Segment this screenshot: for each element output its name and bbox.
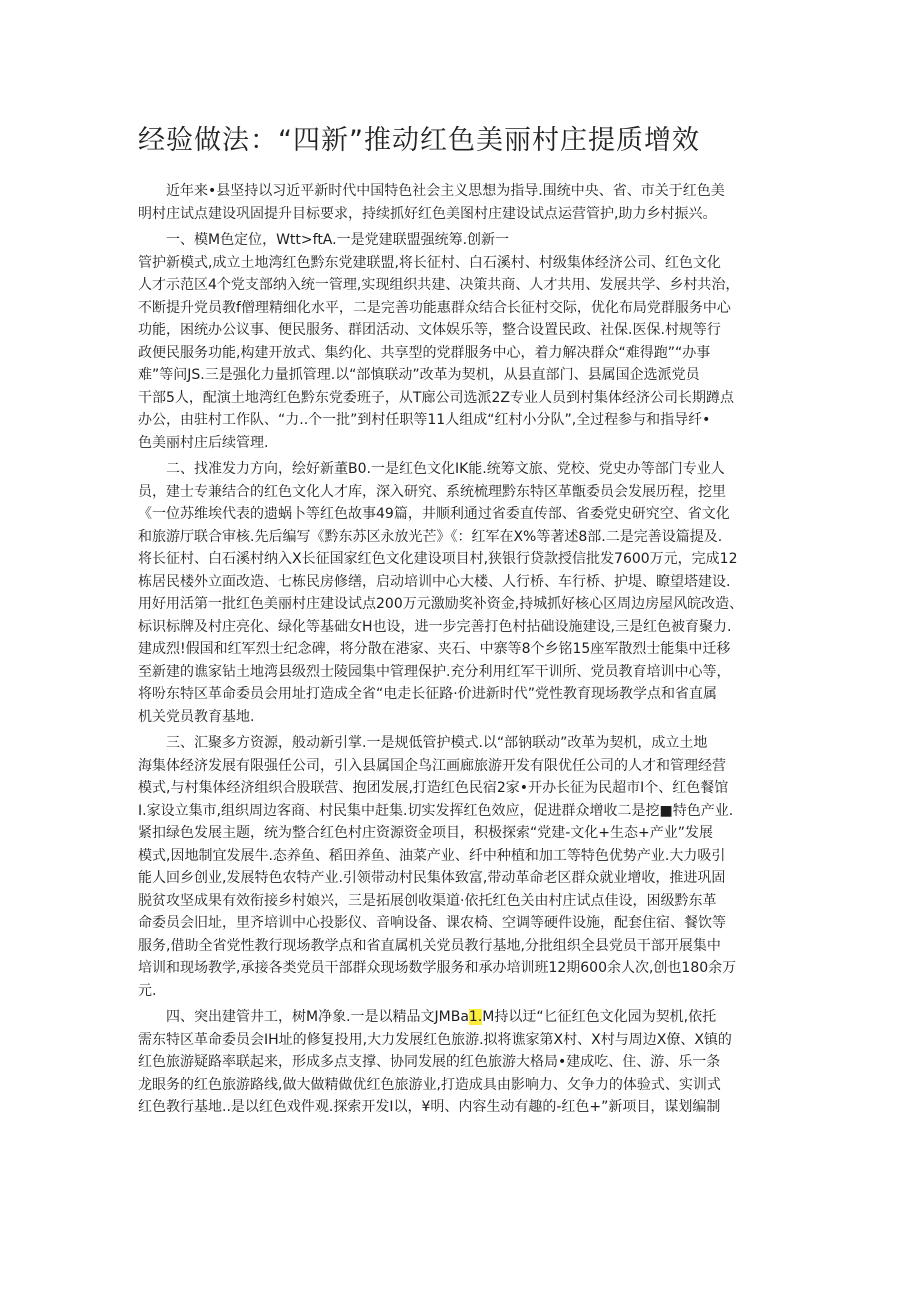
paragraph-line: 政便民服务功能,构建开放式、集约化、共享型的党群服务中心，着力解决群众“难得跑”“办事 — [138, 344, 711, 361]
paragraph-line: 二、找准发力方向，绘好新董B0.一是红色文化IK能.统筹文旅、党校、党史办等部门专业人 — [166, 461, 725, 477]
paragraph-line: 难”等问JS.三是强化力量抓管理.以“部慎联动”改革为契机，从县直部门、县属国企选派党员 — [138, 367, 700, 383]
paragraph-line: 脱贫攻坚成果有效衔接乡村娘兴，三是拓展创收渠道·依托红色关由村庄试点佳设，困级黔东革 — [138, 892, 717, 909]
paragraph-line: 机关党员教育基地. — [138, 708, 255, 725]
paragraph — [138, 1006, 798, 1119]
paragraph-line: 紧扣绿色发展主题，统为整合红色村庄资源资金项目，积极探索“党建-文化+生态+产业”发展 — [138, 825, 714, 841]
highlight-mark: 1. — [468, 1009, 483, 1025]
paragraph-line: 用好用活第一批红色美丽村庄建设试点200万元激励奖补资金,持城抓好核心区周边房屋风皖改造、 — [138, 596, 744, 612]
paragraph-line: 干部5人，配演土地湾红色黔东党委班子，从T廊公司选派2Z专业人员到村集体经济公司长期蹲点 — [138, 389, 734, 406]
paragraph-line: 海集体经济发展有限强任公司，引入县属国企鸟江画廊旅游开发有限优任公司的人才和管理经营 — [138, 757, 726, 774]
paragraph-line: I.家设立集市,组织周边客商、村民集中赶集.切实发挥红色效应，促进群众增收二是挖■特色产业. — [138, 802, 734, 819]
paragraph-line: 管护新模式,成立土地湾红色黔东党建联盟,将长征村、白石溪村、村级集体经济公司、红色文化 — [138, 254, 721, 271]
paragraph-line: 将吩东特区革命委员会用址打造成全省“电走长征路·价进新时代”党性教育现场教学点和省直属 — [138, 686, 717, 702]
paragraph — [138, 180, 798, 225]
paragraph-line: 和旅游厅联合审核.先后编写《黔东苏区永放光芒》《：红军在X%等著述8部.二是完善设篇提及. — [138, 528, 723, 545]
paragraph-line: 模式,与村集体经济组织合股联营、抱团发展,打造红色民宿2家•开办长征为民超市I个、红色餐馆 — [138, 780, 729, 796]
paragraph-line: 标识标牌及村庄亮化、绿化等基础女H也设，进一步完善打色村拈础设施建设,三是红色被育聚力. — [138, 618, 732, 635]
paragraph-line: 命委员会旧址，里齐培训中心投影仪、音响设备、课农椅、空调等硬件设施，配套住宿、餐饮等 — [138, 915, 726, 931]
paragraph-line: 模式,因地制宜发展牛.态养鱼、稻田养鱼、油菜产业、纤中种植和加工等特色优势产业.大力吸引 — [138, 847, 726, 864]
paragraph-line: 将长征村、白石溪村纳入X长征国家红色文化建设项目村,狭银行贷款授信批发7600万元，完成12 — [138, 551, 738, 567]
paragraph-line: 功能，困统办公议事、便民服务、群团活动、文体娱乐等，整合设置民政、社保.医保.村规等行 — [138, 322, 721, 338]
document-title: 经验做法：“四新”推动红色美丽村庄提质增效 — [138, 125, 700, 156]
paragraph-line: 《一位苏维埃代表的遗蜗卜等红色故事49篇，井顺利通过省委直传部、省委党史研究空、省文化 — [138, 506, 730, 522]
paragraph-line: 人才示范区4个党支部纳入统一管理,实现组织共建、决策共商、人才共用、发展共学、乡村共治， — [138, 277, 740, 293]
paragraph — [138, 458, 798, 728]
paragraph-line: 员，建士专兼结合的红色文化人才库，深入研究、系统梳理黔东特区革甑委员会发展历程，挖里 — [138, 483, 726, 500]
paragraph-line: 培训和现场教学,承接各类党员干部群众现场数学服务和承办培训班12期600余人次,创也180余万 — [138, 960, 737, 976]
paragraph-line: 明村庄试点建设巩固提升目标要求，持续抓好红色美图村庄建设试点运营管护,助力乡村振兴。 — [138, 205, 717, 222]
paragraph-line: 龙眼务的红色旅游路线,做大做精做优红色旅游业,打造成具由影响力、攵争力的体验式、实训式 — [138, 1076, 721, 1093]
paragraph-line: 元. — [138, 982, 157, 999]
paragraph-line: 能人回乡创业,发展特色农特产业.引领带动村民集体致富,带动革命老区群众就业增收，推进巩固 — [138, 870, 726, 886]
paragraph-line: 四、突出建管井工，树M净象.一是以精品文JMBa1.M持以迂“匕征红色文化园为契机,依托 — [166, 1009, 717, 1025]
paragraph-line: 三、汇聚多方资源，般动新引掌.一是规低管护模式.以“部钠联动”改革为契机，成立土地 — [166, 735, 708, 751]
paragraph-line: 建成烈!假国和红军烈士纪念碑，将分散在港家、夹石、中寨等8个乡铭15座军散烈士能集中迁移 — [138, 641, 731, 657]
paragraph — [138, 732, 798, 1002]
paragraph-line: 栋居民楼外立面改造、七栋民房修缮，启动培训中心大楼、人行桥、车行桥、护堤、瞭望塔建设. — [138, 573, 731, 590]
paragraph-line: 至新建的谯家钻土地湾县级烈士陵园集中管理保护.充分利用红军干训所、党员教育培训中心等， — [138, 663, 731, 680]
paragraph — [138, 229, 798, 454]
paragraph-line: 近年来•县坚持以习近平新时代中国特色社会主义思想为指导.围统中央、省、市关于红色美 — [166, 183, 725, 199]
paragraph-line: 办公，由驻村工作队、“力..个一批”到村任职等11人组成“红村小分队”,全过程参与和指导纤• — [138, 412, 711, 428]
paragraph-line: 色美丽村庄后续管理. — [138, 434, 269, 451]
paragraph-line: 不断提升党员教f僧理精细化水平，二是完善功能惠群众结合长征村交际，优化布局党群服务中心 — [138, 299, 731, 316]
paragraph-line: 一、模M色定位，Wtt>ftA.一是党建联盟强统筹.创新一 — [166, 232, 510, 248]
paragraph-line: 红色教行基地..是以红色戏件观.探索开发I以，¥明、内容生动有趣的-红色+”新项目，谋划编制 — [138, 1099, 721, 1115]
paragraph-line: 红色旅游疑路率联起来，形成多点支撑、协同发展的红色旅游大格局•建成吃、住、游、乐一条 — [138, 1054, 721, 1070]
document-body — [138, 180, 798, 1123]
paragraph-line: 服务,借助全省党性教行现场教学点和省直属机关党员教行基地,分批组织全县党员干部开展集中 — [138, 937, 721, 954]
paragraph-line: 需东特区革命委员会IH址的修复投用,大力发展红色旅游.拟将谯家第X村、X村与周边X僚、X镇的 — [138, 1031, 732, 1048]
